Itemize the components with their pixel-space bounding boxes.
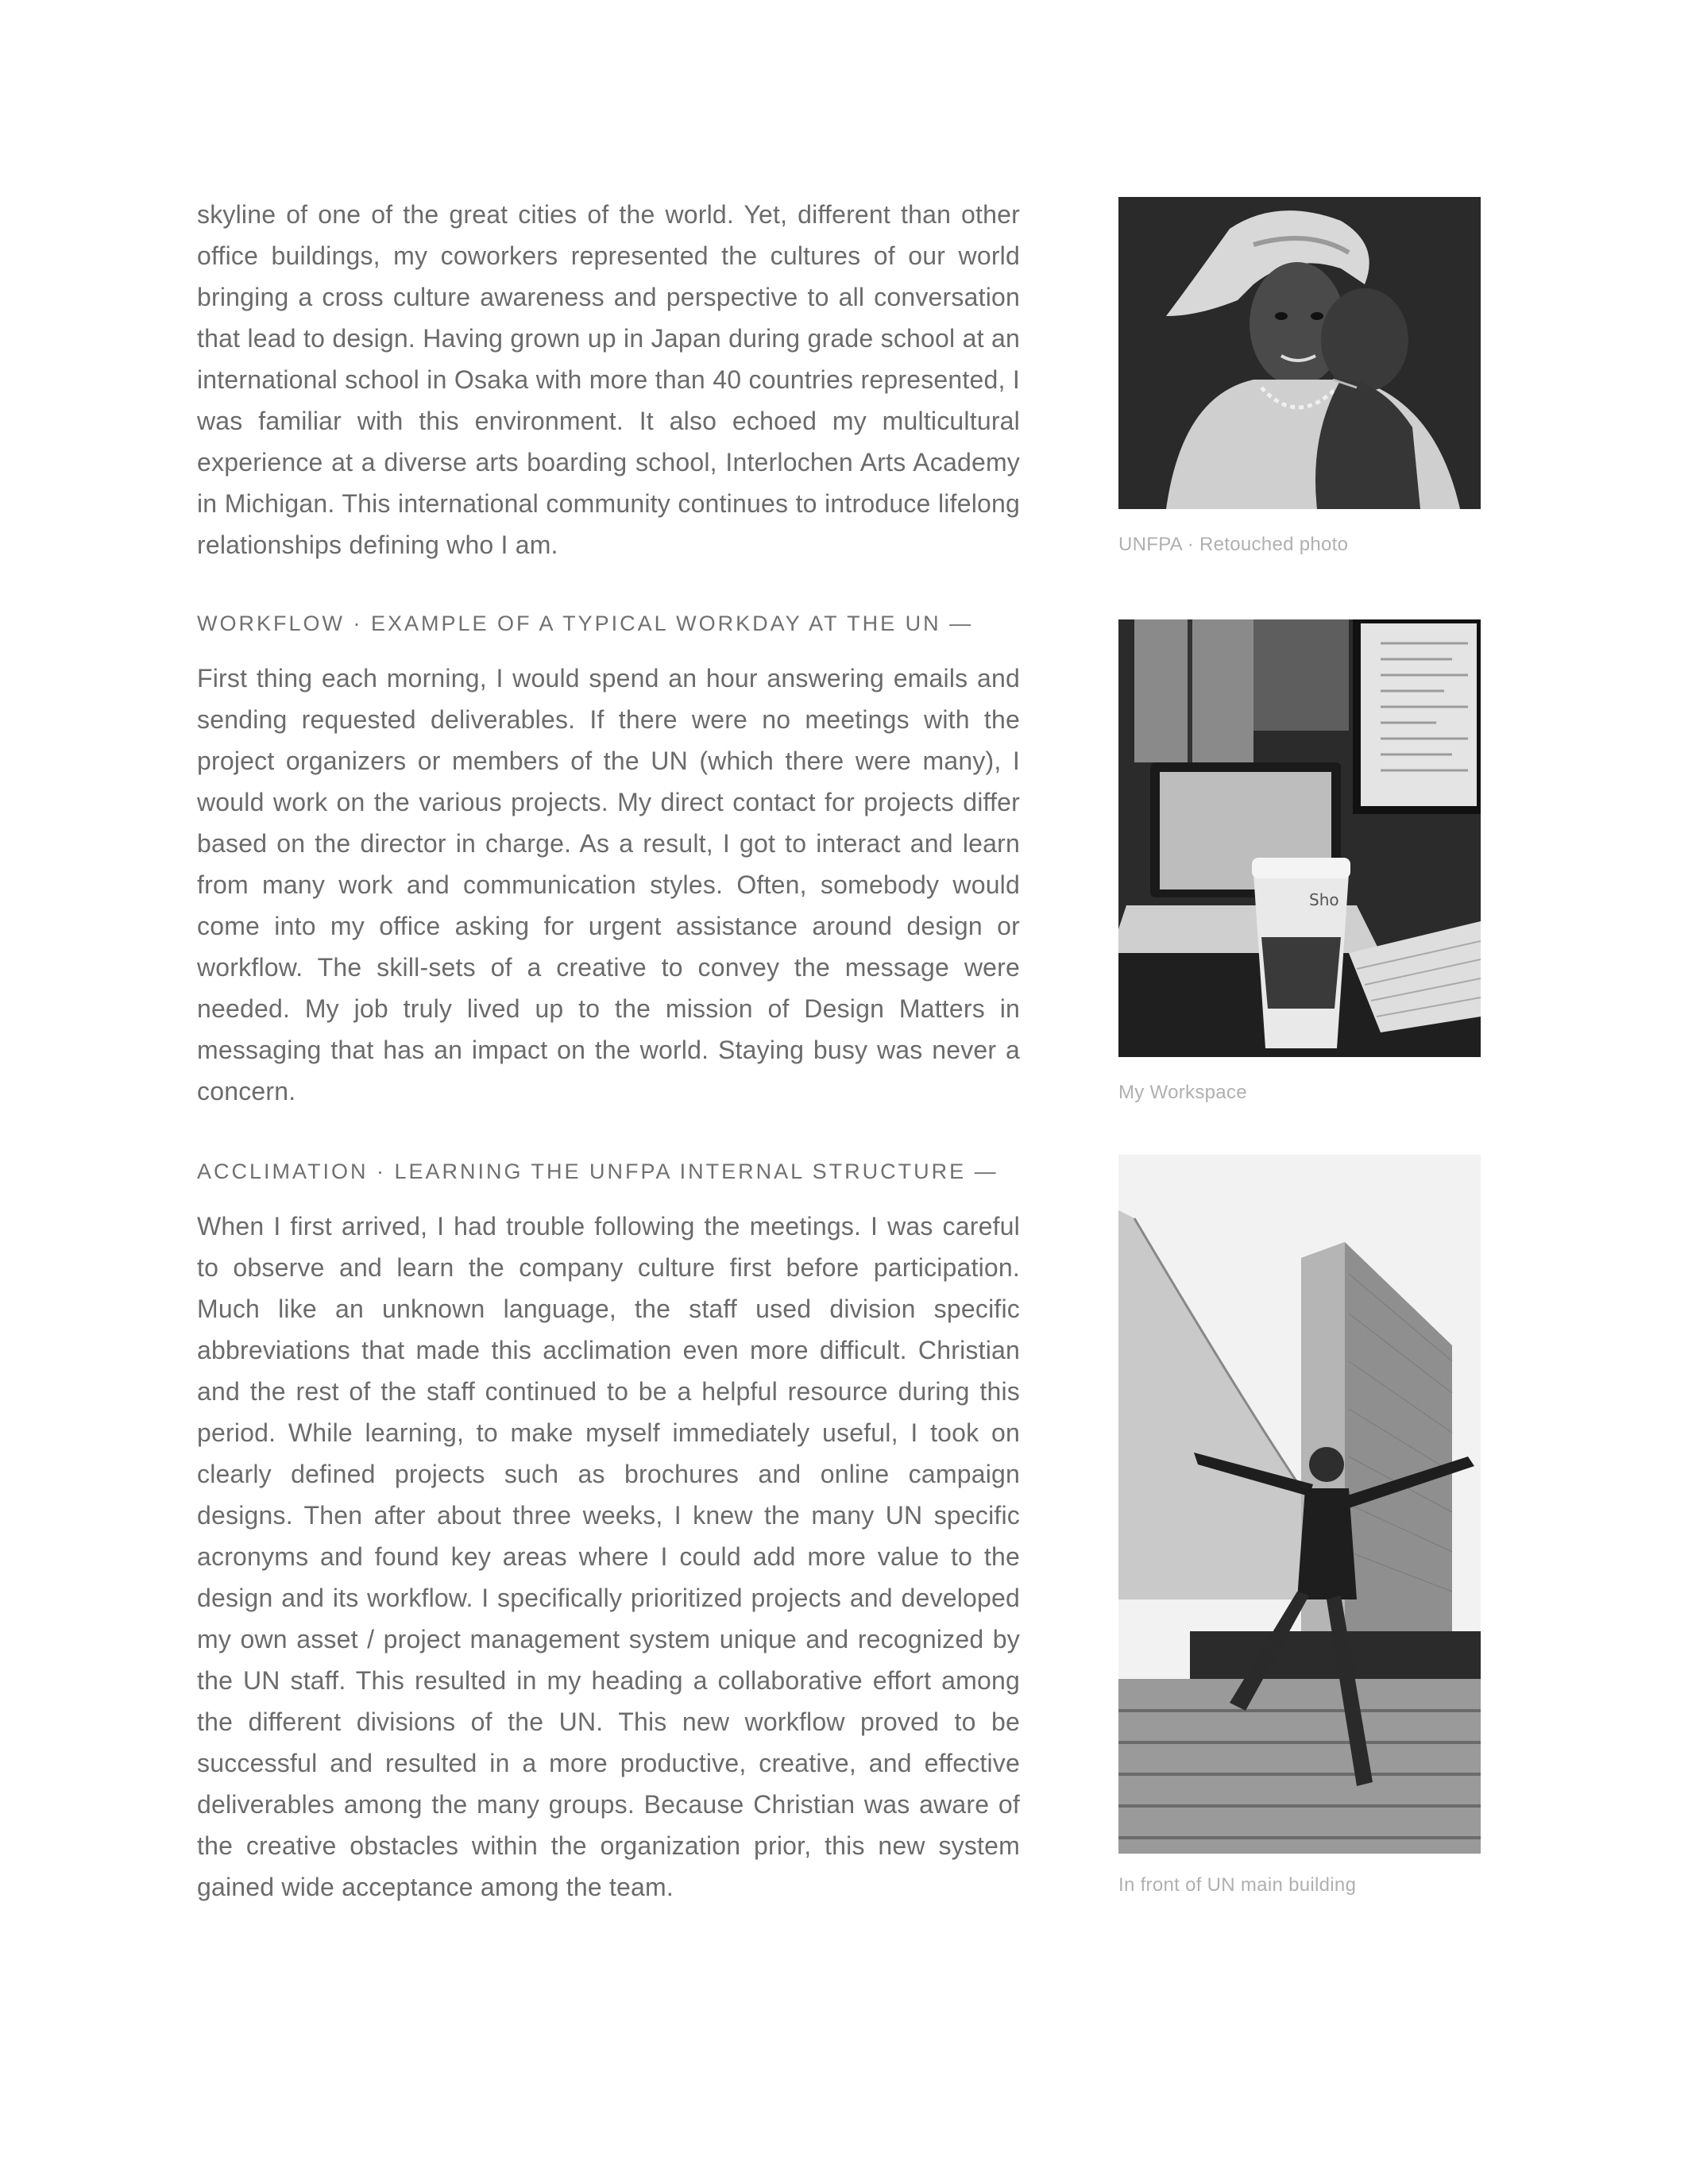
workspace-photo — [1118, 619, 1481, 1057]
photo2-caption: My Workspace — [1118, 1082, 1247, 1103]
intro-paragraph: skyline of one of the great cities of the world. Yet, different than other office buildings, my coworkers represented the cultures of our world bringing a cross culture awareness and perspective to all conversation that lead to design. Having grown up in Japan during grade school at an international school in Osaka with more than 40 countries represented, I was familiar with this environment. It also echoed my multicultural experience at a diverse arts boarding school, Interlochen Arts Academy in Michigan. This international community continues to introduce lifelong relationships defining who I am. — [197, 200, 1020, 559]
un-building-photo — [1118, 1155, 1481, 1854]
cup-name-text: Sho — [1309, 890, 1339, 909]
acclimation-heading: ACCLIMATION · LEARNING THE UNFPA INTERNAL STRUCTURE — — [197, 1160, 999, 1183]
photo3-caption: In front of UN main building — [1118, 1874, 1357, 1896]
acclimation-paragraph: When I first arrived, I had trouble following the meetings. I was careful to observe and learn the company culture first before participation. Much like an unknown language, the staff used division specific abbreviations that made this acclimation even more difficult. Christian and the rest of the staff continued to be a helpful resource during this period. While learning, to make myself immediately useful, I took on clearly defined projects such as brochures and online campaign designs. Then after about three weeks, I knew the many UN specific acronyms and found key areas where I could add more value to the design and its workflow. I specifically prioritized projects and developed my own asset / project management system unique and recognized by the UN staff. This resulted in my heading a collaborative effort among the different divisions of the UN. This new workflow proved to be successful and resulted in a more productive, creative, and effective deliverables among the many groups. Because Christian was aware of the creative obstacles within the organization prior, this new system gained wide acceptance among the team. — [197, 1212, 1020, 1901]
photo1-caption: UNFPA · Retouched photo — [1118, 534, 1349, 555]
unfpa-mother-child-photo — [1118, 197, 1481, 509]
workflow-paragraph: First thing each morning, I would spend an hour answering emails and sending requested deliverables. If there were no meetings with the project organizers or members of the UN (which there were many), I would work on the various projects. My direct contact for projects differ based on the director in charge. As a result, I got to interact and learn from many work and communication styles. Often, somebody would come into my office asking for urgent assistance around design or workflow. The skill-sets of a creative to convey the message were needed. My job truly lived up to the mission of Design Matters in messaging that has an impact on the world. Staying busy was never a concern. — [197, 664, 1020, 1106]
workflow-heading: WORKFLOW · EXAMPLE OF A TYPICAL WORKDAY AT THE UN — — [197, 612, 974, 635]
